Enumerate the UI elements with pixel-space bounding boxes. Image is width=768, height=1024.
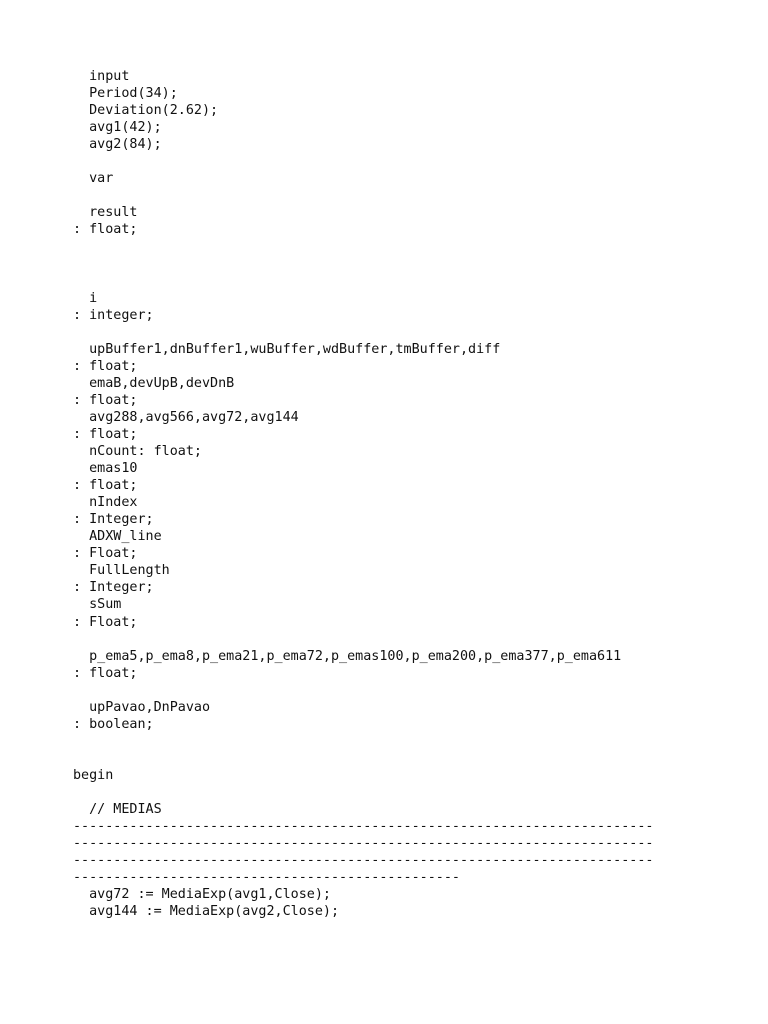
code-line: ------------------------------------------------ (73, 870, 460, 886)
code-line: upPavao,DnPavao (73, 699, 211, 715)
code-line: : integer; (73, 307, 154, 323)
code-line (73, 153, 713, 170)
code-line: var (73, 171, 114, 187)
code-line: emas10 (73, 461, 138, 477)
code-line: sSum (73, 597, 122, 613)
code-line (73, 238, 713, 255)
code-line: avg72 := MediaExp(avg1,Close); (73, 887, 331, 903)
code-line: nCount: float; (73, 444, 202, 460)
code-line: nIndex (73, 495, 138, 511)
code-line (73, 273, 713, 290)
code-line: Period(34); (73, 86, 178, 102)
code-line: : float; (73, 426, 138, 442)
code-line: avg2(84); (73, 137, 162, 153)
code-line: : float; (73, 392, 138, 408)
code-line: ------------------------------------------------------------------------ (73, 836, 654, 852)
code-line: begin (73, 767, 114, 783)
code-line (73, 187, 713, 204)
code-line (73, 324, 713, 341)
code-line: : boolean; (73, 716, 154, 732)
code-line: avg1(42); (73, 120, 162, 136)
code-line: avg144 := MediaExp(avg2,Close); (73, 904, 340, 920)
code-line (73, 750, 713, 767)
code-line: ADXW_line (73, 529, 162, 545)
code-line (73, 682, 713, 699)
code-line (73, 631, 713, 648)
code-line (73, 733, 713, 750)
code-line: Deviation(2.62); (73, 103, 219, 119)
code-line: input (73, 69, 130, 84)
code-line: ------------------------------------------------------------------------ (73, 819, 654, 835)
code-line: : Float; (73, 614, 138, 630)
code-line: ------------------------------------------------------------------------ (73, 853, 654, 869)
code-line: emaB,devUpB,devDnB (73, 375, 235, 391)
code-line: : float; (73, 222, 138, 238)
code-line: : float; (73, 358, 138, 374)
code-line: : Float; (73, 546, 138, 562)
code-line: FullLength (73, 563, 170, 579)
code-line: // MEDIAS (73, 802, 162, 818)
code-line: upBuffer1,dnBuffer1,wuBuffer,wdBuffer,tmBuffer,diff (73, 341, 501, 357)
code-line: result (73, 205, 138, 221)
code-listing (73, 68, 713, 920)
code-line (73, 784, 713, 801)
code-line: p_ema5,p_ema8,p_ema21,p_ema72,p_emas100,p_ema200,p_ema377,p_ema611 (73, 648, 622, 664)
code-line: avg288,avg566,avg72,avg144 (73, 409, 299, 425)
code-line: : Integer; (73, 580, 154, 596)
code-line (73, 256, 713, 273)
code-line: i (73, 290, 98, 306)
code-line: : float; (73, 665, 138, 681)
code-line: : Integer; (73, 512, 154, 528)
code-line: : float; (73, 478, 138, 494)
